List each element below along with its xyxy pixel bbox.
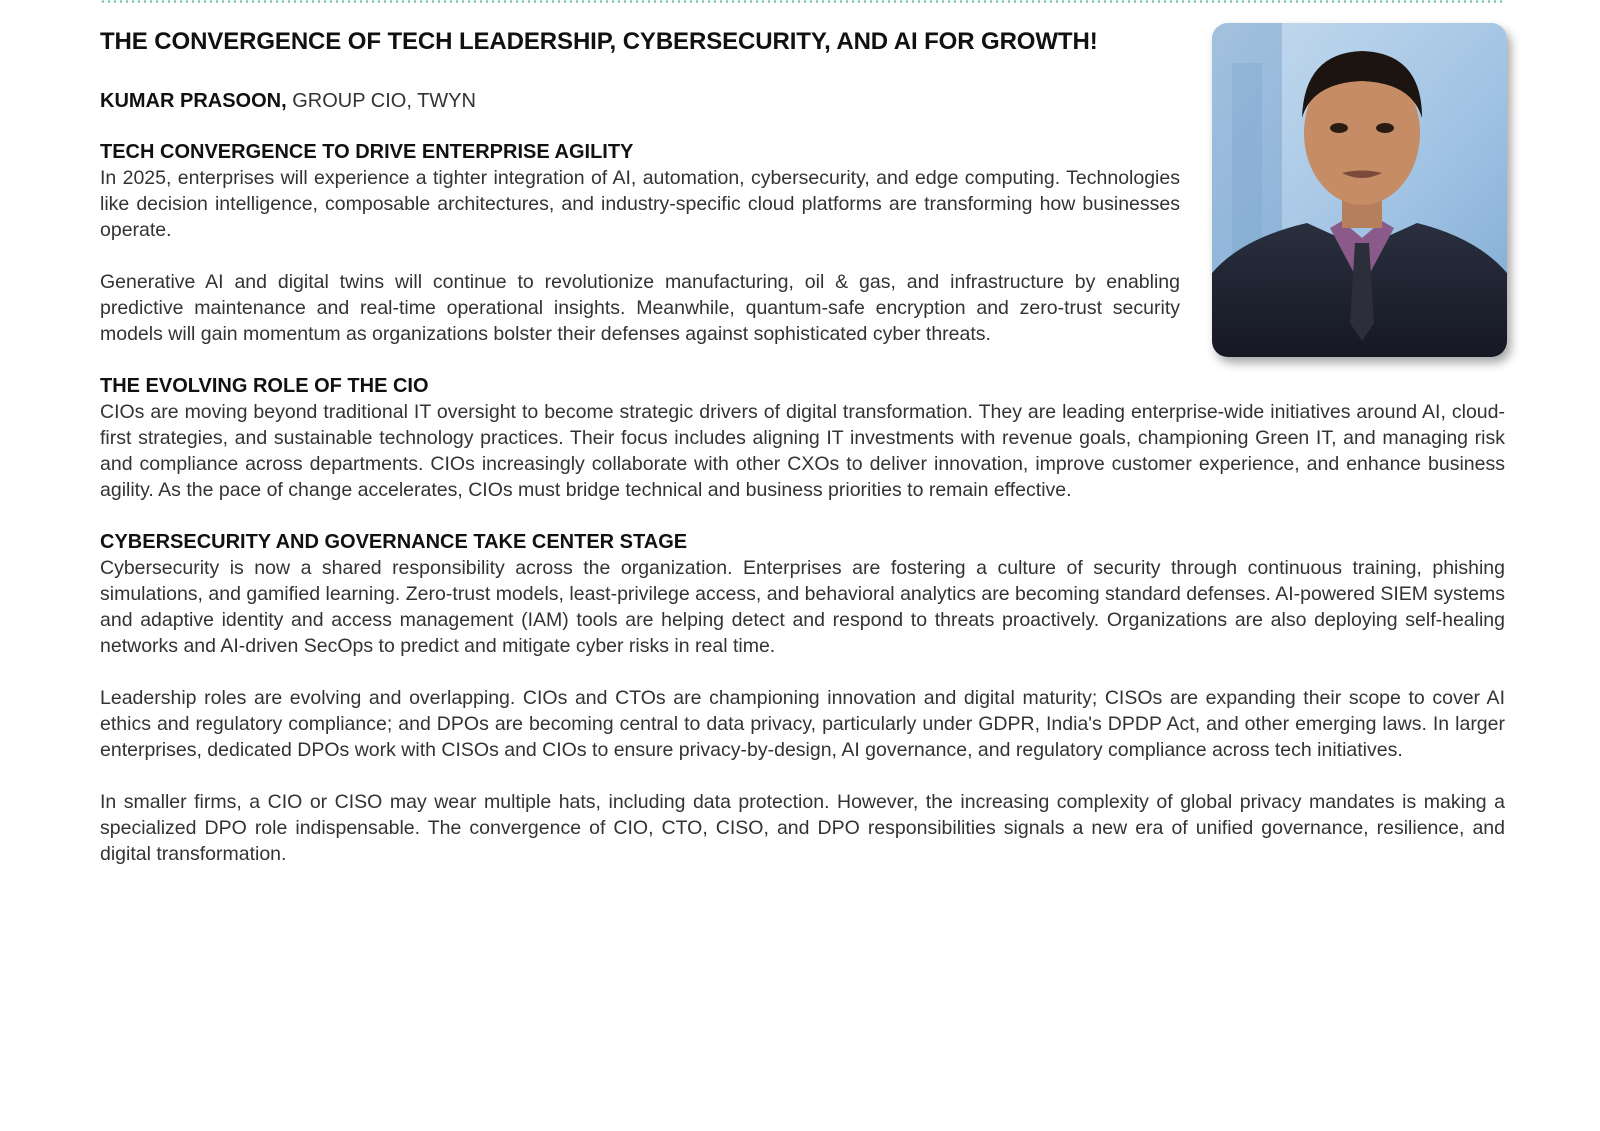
article [100,22,1505,867]
section-heading: THE EVOLVING ROLE OF THE CIO [100,375,429,397]
section-tech-convergence [100,139,1505,347]
author-byline [100,90,1505,113]
section-heading: CYBERSECURITY AND GOVERNANCE TAKE CENTER STAGE [100,531,688,553]
paragraph: In smaller firms, a CIO or CISO may wear multiple hats, including data protection. However, the increasing complexity of global privacy mandates is making a specialized DPO role indispensable. The convergence of CIO, CTO, CISO, and DPO responsibilities signals a new era of unified governance, resilience, and digital transformation. [100,791,1505,865]
author-name: KUMAR PRASOON, [100,90,287,112]
article-title: THE CONVERGENCE OF TECH LEADERSHIP, CYBERSECURITY, AND AI FOR GROWTH! [100,28,1098,55]
section-evolving-role-cio [100,373,1505,503]
paragraph: Generative AI and digital twins will continue to revolutionize manufacturing, oil & gas, and infrastructure by enabling predictive maintenance and real-time operational insights. Meanwhile, quantum-safe encryption and zero-trust security models will gain momentum as organizations bolster their defenses against sophisticated cyber threats. [100,271,1180,345]
paragraph: Cybersecurity is now a shared responsibility across the organization. Enterprises are fostering a culture of security through continuous training, phishing simulations, and gamified learning. Zero-trust models, least-privilege access, and behavioral analytics are becoming standard defenses. AI-powered SIEM systems and adaptive identity and access management (IAM) tools are helping detect and respond to threats proactively. Organizations are also deploying self-healing networks and AI-driven SecOps to predict and mitigate cyber risks in real time. [100,557,1505,657]
paragraph: CIOs are moving beyond traditional IT oversight to become strategic drivers of digital transformation. They are leading enterprise-wide initiatives around AI, cloud-first strategies, and sustainable technology practices. Their focus includes aligning IT investments with revenue goals, championing Green IT, and managing risk and compliance across departments. CIOs increasingly collaborate with other CXOs to deliver innovation, improve customer experience, and enhance business agility. As the pace of change accelerates, CIOs must bridge technical and business priorities to remain effective. [100,401,1505,501]
top-dotted-rule [100,0,1505,3]
section-cybersecurity-governance [100,529,1505,867]
author-role: GROUP CIO, TWYN [286,90,476,112]
paragraph: In 2025, enterprises will experience a tighter integration of AI, automation, cybersecurity, and edge computing. Technologies like decision intelligence, composable architectures, and industry-specific cloud platforms are transforming how businesses operate. [100,167,1180,241]
paragraph: Leadership roles are evolving and overlapping. CIOs and CTOs are championing innovation and digital maturity; CISOs are expanding their scope to cover AI ethics and regulatory compliance; and DPOs are becoming central to data privacy, particularly under GDPR, India's DPDP Act, and other emerging laws. In larger enterprises, dedicated DPOs work with CISOs and CIOs to ensure privacy-by-design, AI governance, and regulatory compliance across tech initiatives. [100,687,1505,761]
section-heading: TECH CONVERGENCE TO DRIVE ENTERPRISE AGILITY [100,141,634,163]
